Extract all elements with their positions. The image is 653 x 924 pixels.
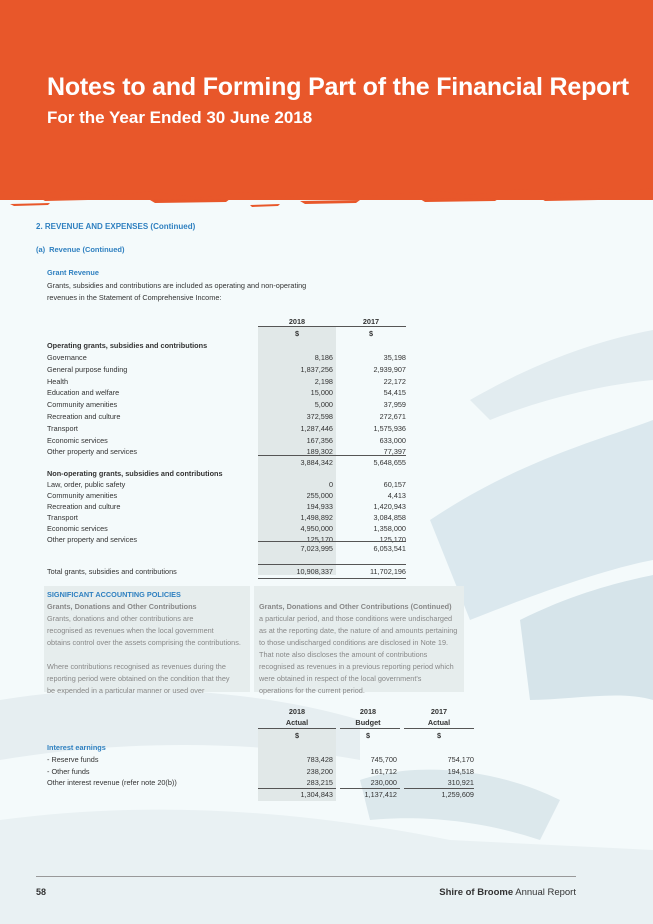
grand-total-label: Total grants, subsidies and contributions [47, 567, 177, 576]
row-label: Other property and services [47, 447, 138, 457]
interest-header-rule-2 [340, 728, 400, 729]
interest-col-type-1: Actual [285, 718, 309, 727]
policy-heading: SIGNIFICANT ACCOUNTING POLICIES [47, 590, 181, 599]
row-label: Transport [47, 423, 78, 433]
row-value-v2018: 15,000 [310, 388, 333, 398]
row-value-v2018: 4,950,000 [300, 523, 333, 533]
row-value-a2017: 194,518 [447, 766, 474, 776]
grant-revenue-label: Grant Revenue [47, 268, 99, 277]
row-value-v2018: 2,198 [314, 376, 333, 386]
row-value-v2018: 1,837,256 [300, 364, 333, 374]
interest-col-type-2: Budget [355, 718, 381, 727]
row-value-v2018: 5,000 [314, 400, 333, 410]
row-value-b2018: 745,700 [370, 755, 397, 764]
row-value-v2018: 125,170 [306, 534, 333, 544]
policy-right-line: operations for the current period. [259, 686, 365, 695]
interest-unit-1: $ [294, 731, 300, 740]
row-value-a2017: 754,170 [447, 755, 474, 764]
row-value-v2018: 372,598 [306, 412, 333, 421]
row-value-v2017: 3,084,858 [373, 512, 406, 522]
policy-left-line: Grants, donations and other contributions are [47, 614, 194, 623]
row-value-v2017: 60,157 [383, 480, 406, 489]
row-value-b2018: 161,712 [370, 766, 397, 776]
interest-total-b2018: 1,137,412 [364, 790, 397, 799]
row-label: Education and welfare [47, 388, 120, 398]
non-operating-total-2018: 7,023,995 [300, 544, 333, 553]
interest-heading: Interest earnings [47, 743, 106, 752]
row-value-v2017: 22,172 [383, 376, 406, 386]
non-operating-subtotal-rule [258, 541, 406, 542]
row-value-v2018: 167,356 [306, 435, 333, 445]
policy-right-line: to those undischarged conditions are disclosed in Note 19. [259, 638, 449, 647]
row-value-v2018: 189,302 [306, 447, 333, 457]
row-value-v2017: 633,000 [379, 435, 406, 445]
grant-revenue-text: Grants, subsidies and contributions are included as operating and non-operating revenues in the Statement of Comprehensive Income: [47, 281, 307, 302]
sub-heading-label: Revenue (Continued) [49, 245, 125, 254]
row-value-v2018: 1,287,446 [300, 423, 333, 433]
non-operating-total-2017: 6,053,541 [373, 544, 406, 553]
row-value-v2018: 194,933 [306, 501, 333, 511]
row-label: Law, order, public safety [47, 480, 126, 489]
non-operating-heading: Non-operating grants, subsidies and contributions [47, 469, 223, 478]
row-value-a2018: 238,200 [306, 766, 333, 776]
report-name [439, 887, 576, 898]
operating-total-2017: 5,648,655 [373, 458, 406, 467]
policy-right-line: recognised as revenues in a previous reporting period which [259, 662, 454, 671]
row-value-v2018: 0 [328, 480, 333, 489]
sub-heading [36, 245, 125, 254]
row-value-b2018: 230,000 [370, 778, 397, 788]
policy-left-line: obtains control over the assets comprising the contributions. [47, 638, 241, 647]
row-label: - Reserve funds [47, 755, 99, 764]
row-value-v2017: 77,397 [383, 447, 406, 457]
grants-col-2017: 2017 [362, 317, 380, 326]
row-label: Economic services [47, 435, 108, 445]
row-value-v2017: 35,198 [383, 353, 406, 362]
policy-left-line: reporting period were obtained on the condition that they [47, 674, 230, 683]
row-value-a2018: 783,428 [306, 755, 333, 764]
interest-unit-2: $ [365, 731, 371, 740]
row-value-v2017: 4,413 [387, 490, 406, 500]
policy-right [259, 601, 464, 697]
page-title: Notes to and Forming Part of the Financial Report [47, 73, 629, 101]
row-label: - Other funds [47, 766, 90, 776]
row-value-v2018: 1,498,892 [300, 512, 333, 522]
operating-subtotal-rule [258, 455, 406, 456]
operating-total-2018: 3,884,342 [300, 458, 333, 467]
row-label: Other property and services [47, 534, 138, 544]
report-name-rest: Annual Report [513, 887, 576, 898]
grand-total-2018: 10,908,337 [296, 567, 333, 576]
footer-rule [36, 876, 576, 877]
policy-left-line: be expended in a particular manner or used over [47, 686, 205, 695]
report-name-bold: Shire of Broome [439, 887, 514, 898]
operating-heading: Operating grants, subsidies and contributions [47, 341, 208, 350]
row-value-v2017: 37,959 [383, 400, 406, 410]
interest-col-year-2: 2018 [359, 707, 377, 716]
interest-col-year-1: 2018 [288, 707, 306, 716]
row-label: Other interest revenue (refer note 20(b)) [47, 778, 177, 788]
row-value-v2017: 2,939,907 [373, 364, 406, 374]
row-value-v2017: 1,358,000 [373, 523, 406, 533]
row-label: Community amenities [47, 400, 118, 410]
row-value-v2018: 255,000 [306, 490, 333, 500]
grants-unit-2017: $ [368, 329, 374, 338]
policy-left-title: Grants, Donations and Other Contributions [47, 602, 197, 611]
row-label: Economic services [47, 523, 108, 533]
grand-total-2017: 11,702,196 [370, 567, 406, 576]
grants-header-rule [258, 326, 406, 327]
policy-left-line: recognised as revenues when the local government [47, 626, 214, 635]
policy-right-line: That note also discloses the amount of contributions [259, 650, 428, 659]
row-value-v2018: 8,186 [314, 353, 333, 362]
interest-total-a2018: 1,304,843 [300, 790, 333, 799]
row-value-v2017: 125,170 [379, 534, 406, 544]
interest-total-a2017: 1,259,609 [441, 790, 474, 799]
policy-right-line: a particular period, and those conditions were undischarged [259, 614, 453, 623]
row-value-a2017: 310,921 [447, 778, 474, 788]
interest-header-rule-1 [258, 728, 336, 729]
row-value-v2017: 1,575,936 [373, 423, 406, 433]
row-label: Recreation and culture [47, 501, 121, 511]
row-label: Recreation and culture [47, 412, 121, 421]
page-subtitle: For the Year Ended 30 June 2018 [47, 108, 313, 127]
row-value-v2017: 54,415 [383, 388, 406, 398]
section-heading: 2. REVENUE AND EXPENSES (Continued) [36, 222, 196, 231]
interest-col-type-3: Actual [427, 718, 451, 727]
row-label: General purpose funding [47, 364, 128, 374]
grants-unit-2018: $ [294, 329, 300, 338]
policy-right-title: Grants, Donations and Other Contributions (Continued) [259, 602, 452, 611]
policy-right-line: were obtained in respect of the local government's [259, 674, 422, 683]
interest-header-rule-3 [404, 728, 474, 729]
row-value-v2017: 272,671 [379, 412, 406, 421]
row-label: Transport [47, 512, 78, 522]
row-label: Community amenities [47, 490, 118, 500]
policy-right-line: as at the reporting date, the nature of and amounts pertaining [259, 626, 458, 635]
row-label: Governance [47, 353, 87, 362]
row-value-v2017: 1,420,943 [373, 501, 406, 511]
grand-total-top-rule [258, 564, 406, 565]
policy-left [47, 589, 252, 697]
row-value-a2018: 283,215 [306, 778, 333, 788]
page-number: 58 [36, 887, 47, 897]
interest-unit-3: $ [436, 731, 442, 740]
grand-total-bottom-rule [258, 578, 406, 579]
interest-col-year-3: 2017 [430, 707, 448, 716]
grants-col-2018: 2018 [288, 317, 306, 326]
policy-left-line: Where contributions recognised as revenues during the [47, 662, 226, 671]
row-label: Health [47, 376, 69, 386]
sub-heading-number: (a) [36, 245, 46, 254]
